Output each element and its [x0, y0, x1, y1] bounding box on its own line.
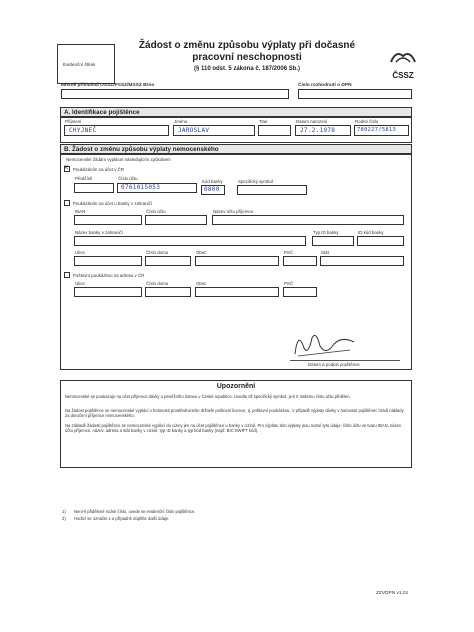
- street2-field[interactable]: [74, 287, 142, 297]
- notice-p1: Nemocenské se poukazuje na účet příjemce dávky u peněžního ústavu v České republice. Uvedte tiž specifický symbol, je-li k Vašemu číslu účtu přidělen.: [65, 394, 351, 399]
- dob-label: Datum narození: [296, 119, 328, 124]
- footnote-2: Hodící se označte x a případně doplňte další údaje.: [74, 516, 170, 521]
- signature-mark: [290, 326, 360, 360]
- cssz-logo: [386, 46, 420, 78]
- opt1-label: Poukázáním na účet v ČR: [73, 167, 125, 172]
- bank-code-value: 0800: [204, 186, 220, 193]
- bank-name-label: Název banky v zahraničí: [75, 230, 123, 235]
- surname-label: Příjmení: [65, 119, 82, 124]
- name-label: Jméno: [174, 119, 188, 124]
- account-label: Číslo účtu: [118, 176, 138, 181]
- footnote-1: Není-li přidělené rodné číslo, uvede se evidenční číslo pojištěnce.: [74, 509, 196, 514]
- notice-p3: Na základě žádosti pojištěnce se nemocenské vyplácí do ciziny jen na účet pojištěnce u banky v cizině. Pro výplatu této výplaty jsou nutné tyto údaje: číslo účtu ve tvaru IBAN, název účtu příjemce, název, adresa a stát banky v cizině, typ ID banky a typ kód banky (např. BIC SWIFT kód).: [65, 423, 402, 434]
- street-label: Ulice: [75, 250, 85, 255]
- opt3-checkbox[interactable]: [64, 272, 70, 278]
- acc2-label: Číslo účtu: [146, 209, 166, 214]
- state-label: Stát: [321, 250, 329, 255]
- prefix-field[interactable]: [74, 183, 114, 193]
- acc2-field[interactable]: [145, 215, 207, 225]
- signature-line: [290, 360, 400, 361]
- prefix-label: Předčíslí: [75, 176, 93, 181]
- type-id-field[interactable]: [312, 236, 354, 246]
- owner-label: Název účtu příjemce: [213, 209, 254, 214]
- birth-no-label: Rodné číslo: [355, 119, 379, 124]
- opt2-label: Poukázáním na účet u banky v zahraničí: [73, 201, 153, 206]
- owner-field[interactable]: [212, 215, 404, 225]
- zip-field[interactable]: [283, 256, 317, 266]
- id-label: ID kód banky: [358, 230, 384, 235]
- city-field[interactable]: [195, 256, 279, 266]
- name-value: JAROSLAV: [178, 127, 210, 134]
- surname-value: CHYJNEČ: [69, 127, 97, 134]
- zip-label: PSČ: [284, 250, 294, 255]
- opt3-label: Poštovní poukázkou na adresu v ČR: [73, 273, 145, 278]
- signature-label: Datum a podpis pojištěnce: [308, 362, 360, 367]
- birth-no-value: 780227/5813: [357, 127, 396, 133]
- city-label: Obec: [196, 250, 207, 255]
- zip2-field[interactable]: [283, 287, 317, 297]
- dob-value: 27.2.1978: [300, 127, 336, 134]
- bank-code-label: Kód banky: [202, 179, 223, 184]
- house2-label: Číslo domu: [146, 281, 169, 286]
- cssz-logo-icon: [386, 46, 420, 68]
- bank-name-field[interactable]: [74, 236, 306, 246]
- spec-symbol-field[interactable]: [237, 185, 307, 195]
- decision-field[interactable]: [298, 89, 412, 99]
- office-field[interactable]: [61, 89, 289, 99]
- form-title: Žádost o změnu způsobu výplaty při dočasné pracovní neschopnosti: [138, 40, 356, 63]
- house2-field[interactable]: [145, 287, 191, 297]
- zip2-label: PSČ: [284, 281, 294, 286]
- section-b-heading: B. Žádost o změnu způsobu výplaty nemocenského: [60, 144, 412, 154]
- opt1-mark: x: [64, 163, 69, 171]
- city2-label: Obec: [196, 281, 207, 286]
- house-field[interactable]: [145, 256, 191, 266]
- city2-field[interactable]: [195, 287, 279, 297]
- iban-label: IBAN: [75, 209, 86, 214]
- id-field[interactable]: [357, 236, 404, 246]
- state-field[interactable]: [320, 256, 404, 266]
- section-a-heading: A. Identifikace pojištěnce: [60, 107, 412, 117]
- office-label: Místně příslušná OSSZ/PSSZ/MSSZ Brno: [61, 83, 155, 88]
- notice-heading: Upozornění: [216, 383, 256, 390]
- notice-p2: Na žádost pojištěnce se nemocenské vyplácí v hotovosti prostřednictvím držitele poštovní licence, tj. poštovní poukázkou. V případě výplaty dávky v hotovosti pojištěnec hradí náklady za doručení příjemce nemocenského.: [65, 408, 404, 419]
- logo-text: ČSSZ: [392, 71, 414, 80]
- account-value: 0761015053: [121, 184, 161, 191]
- footnote-1-num: 1): [62, 509, 66, 514]
- iban-field[interactable]: [74, 215, 142, 225]
- street-field[interactable]: [74, 256, 142, 266]
- type-id-label: Typ ID banky: [313, 230, 339, 235]
- form-subtitle: (§ 110 odst. 5 zákona č. 187/2006 Sb.): [193, 66, 301, 72]
- street2-label: Ulice: [75, 281, 85, 286]
- stamp-label: Evidenční štítek: [63, 62, 96, 67]
- form-code: ZZVDPN v1.01: [376, 591, 409, 596]
- title-field[interactable]: [258, 125, 291, 136]
- house-label: Číslo domu: [146, 250, 169, 255]
- title-label: Titul: [259, 119, 268, 124]
- opt2-checkbox[interactable]: [64, 200, 70, 206]
- footnote-2-num: 2): [62, 516, 66, 521]
- decision-label: Číslo rozhodnutí o DPN: [298, 83, 352, 88]
- spec-symbol-label: Specifický symbol: [238, 179, 273, 184]
- section-b-intro: Nemocenské žádám vyplácet následujícím způsobem: [66, 157, 171, 162]
